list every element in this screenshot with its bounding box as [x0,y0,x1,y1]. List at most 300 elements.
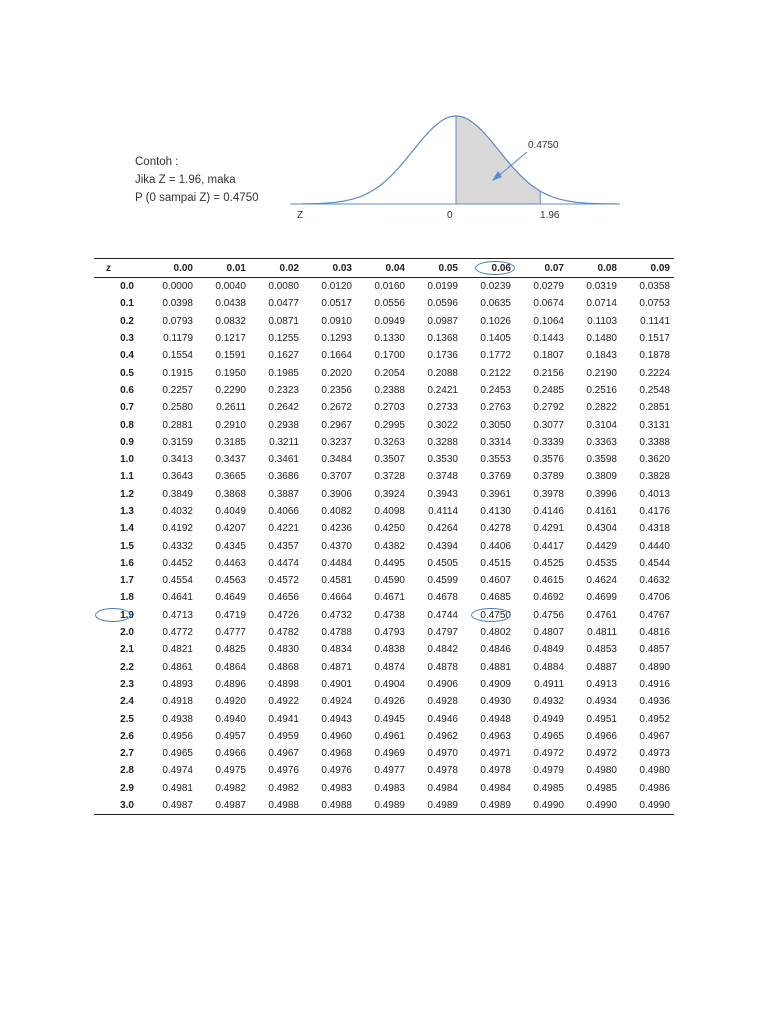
table-cell: 0.4976 [321,765,352,777]
table-row [94,486,674,503]
row-z-value: 1.1 [120,471,134,483]
table-cell: 0.3484 [321,454,352,466]
table-cell: 0.4732 [321,609,352,621]
table-cell: 0.4963 [480,730,511,742]
table-cell: 0.2910 [215,419,246,431]
table-row [94,762,674,779]
table-cell: 0.4664 [321,592,352,604]
table-cell: 0.3809 [586,471,617,483]
table-row [94,745,674,762]
table-cell: 0.4965 [162,748,193,760]
table-cell: 0.4599 [427,575,458,587]
row-z-value: 1.2 [120,488,134,500]
table-cell: 0.3185 [215,436,246,448]
table-cell: 0.4957 [215,730,246,742]
table-cell: 0.1330 [374,333,405,345]
table-cell: 0.1915 [162,367,193,379]
table-cell: 0.4967 [268,748,299,760]
table-cell: 0.2642 [268,402,299,414]
table-cell: 0.0596 [427,298,458,310]
table-cell: 0.4959 [268,730,299,742]
table-cell: 0.4918 [162,696,193,708]
table-cell: 0.4961 [374,730,405,742]
table-cell: 0.2792 [533,402,564,414]
table-cell: 0.4474 [268,557,299,569]
row-z-value: 0.7 [120,402,134,414]
table-cell: 0.3961 [480,488,511,500]
table-cell: 0.3943 [427,488,458,500]
table-row [94,589,674,606]
table-cell: 0.4706 [639,592,670,604]
table-cell: 0.4966 [215,748,246,760]
table-cell: 0.1700 [374,350,405,362]
table-cell: 0.4615 [533,575,564,587]
table-cell: 0.4332 [162,540,193,552]
table-cell: 0.4821 [162,644,193,656]
row-z-value: 1.9 [94,607,144,624]
table-cell: 0.4802 [480,627,511,639]
table-cell: 0.1217 [215,333,246,345]
table-cell: 0.4032 [162,506,193,517]
table-cell: 0.4976 [268,765,299,777]
table-cell: 0.3643 [162,471,193,483]
table-row [94,399,674,416]
table-cell: 0.4161 [586,506,617,517]
table-cell: 0.2190 [586,367,617,379]
table-cell: 0.4984 [427,782,458,794]
table-row [94,537,674,554]
table-cell: 0.2290 [215,384,246,396]
table-cell: 0.4887 [586,661,617,673]
table-cell: 0.4943 [321,713,352,725]
table-cell: 0.4924 [321,696,352,708]
table-row [94,728,674,745]
table-cell: 0.2224 [639,367,670,379]
table-cell: 0.4987 [144,797,197,815]
table-cell: 0.3665 [215,471,246,483]
table-cell: 0.3413 [162,454,193,466]
table-cell: 0.1554 [162,350,193,362]
table-cell: 0.0714 [586,298,617,310]
table-cell: 0.0556 [374,298,405,310]
row-z-value: 2.1 [120,644,134,656]
table-cell: 0.4505 [427,557,458,569]
table-row [94,295,674,312]
table-cell: 0.1985 [268,367,299,379]
table-cell: 0.4632 [639,575,670,587]
table-cell: 0.4417 [533,540,564,552]
table-cell: 0.2763 [480,402,511,414]
col-header-003: 0.03 [303,259,356,278]
table-cell: 0.4909 [480,678,511,690]
table-cell: 0.4968 [321,748,352,760]
table-cell: 0.1179 [163,333,193,345]
table-cell: 0.4207 [215,523,246,535]
table-cell: 0.4911 [534,678,564,690]
z-table-header [94,259,674,278]
table-cell: 0.0358 [639,281,670,293]
row-z-value: 1.7 [120,575,134,587]
table-cell: 0.4982 [268,782,299,794]
table-cell: 0.1480 [586,333,617,345]
row-z-value: 2.9 [120,782,134,794]
table-cell: 0.3868 [215,488,246,500]
row-z-value: 1.3 [120,506,134,517]
table-cell: 0.3728 [374,471,405,483]
table-cell: 0.2453 [480,384,511,396]
table-cell: 0.4624 [586,575,617,587]
table-cell: 0.0160 [374,281,405,293]
table-cell: 0.4989 [356,797,409,815]
table-cell: 0.4868 [268,661,299,673]
example-heading: Contoh : [135,156,179,168]
table-cell: 0.3553 [480,454,511,466]
table-cell: 0.4581 [321,575,352,587]
table-cell: 0.4981 [162,782,193,794]
table-cell: 0.4838 [374,644,405,656]
table-cell: 0.4236 [321,523,352,535]
table-cell: 0.4495 [374,557,405,569]
table-row [94,624,674,641]
row-z-value: 0.6 [120,384,134,396]
row-z-value: 2.2 [120,661,134,673]
table-cell: 0.4960 [321,730,352,742]
table-cell: 0.1664 [321,350,352,362]
table-cell: 0.4970 [427,748,458,760]
normal-curve-svg [290,108,630,224]
table-cell: 0.3924 [374,488,405,500]
table-cell: 0.3263 [374,436,405,448]
table-cell: 0.4250 [374,523,405,535]
table-cell: 0.4989 [409,797,462,815]
table-cell: 0.4744 [427,609,458,621]
row-z-value: 1.4 [120,523,134,535]
table-cell: 0.4719 [215,609,246,621]
row-z-value: 0.4 [120,350,134,362]
table-cell: 0.4082 [321,506,352,517]
col-header-000: 0.00 [144,259,197,278]
table-cell: 0.4278 [480,523,511,535]
row-z-value: 0.3 [120,333,134,345]
table-cell: 0.3707 [321,471,352,483]
table-cell: 0.4607 [480,575,511,587]
row-z-value: 0.9 [120,436,134,448]
table-row [94,641,674,658]
table-cell: 0.4884 [533,661,564,673]
table-row [94,607,674,624]
table-cell: 0.2967 [321,419,352,431]
table-cell: 0.4049 [215,506,246,517]
table-cell: 0.0910 [321,315,352,327]
table-row [94,382,674,399]
table-cell: 0.4878 [427,661,458,673]
table-cell: 0.1843 [586,350,617,362]
table-cell: 0.2356 [321,384,352,396]
table-cell: 0.4013 [639,488,670,500]
row-z-value: 3.0 [94,797,144,815]
table-cell: 0.4989 [462,797,515,815]
row-z-value: 0.5 [120,367,134,379]
table-cell: 0.0832 [215,315,246,327]
table-cell: 0.2257 [162,384,193,396]
table-cell: 0.2054 [374,367,405,379]
table-cell: 0.4987 [197,797,250,815]
table-cell: 0.4726 [268,609,299,621]
table-cell: 0.4980 [639,765,670,777]
normal-curve-figure [290,108,630,224]
table-cell: 0.3849 [162,488,193,500]
table-cell: 0.4857 [639,644,670,656]
row-z-value: 1.0 [120,454,134,466]
table-cell: 0.2323 [268,384,299,396]
table-cell: 0.2516 [586,384,617,396]
table-cell: 0.4463 [215,557,246,569]
table-cell: 0.3077 [533,419,564,431]
table-row [94,416,674,433]
table-cell: 0.2881 [162,419,193,431]
table-cell: 0.4941 [268,713,299,725]
table-cell: 0.4898 [268,678,299,690]
table-cell: 0.4974 [162,765,193,777]
axis-label-zero: 0 [447,210,453,221]
table-cell: 0.0398 [162,298,193,310]
table-cell: 0.4846 [480,644,511,656]
row-z-value: 2.8 [120,765,134,777]
table-cell: 0.4971 [480,748,511,760]
table-cell: 0.0239 [480,281,511,293]
table-cell: 0.4130 [480,506,511,517]
table-cell: 0.4881 [480,661,511,673]
table-cell: 0.4916 [639,678,670,690]
row-z-value: 2.3 [120,678,134,690]
table-row [94,676,674,693]
table-cell: 0.3686 [268,471,299,483]
table-row [94,347,674,364]
table-cell: 0.3620 [639,454,670,466]
row-z-value: 0.0 [120,281,134,293]
table-row [94,659,674,676]
axis-label-196: 1.96 [540,210,560,221]
table-cell: 0.4318 [639,523,670,535]
table-cell: 0.1141 [640,315,670,327]
table-cell: 0.3769 [480,471,511,483]
table-cell: 0.3314 [480,436,511,448]
table-cell: 0.4951 [586,713,617,725]
table-row [94,364,674,381]
table-cell: 0.4777 [215,627,246,639]
table-cell: 0.4699 [586,592,617,604]
table-cell: 0.4797 [427,627,458,639]
table-cell: 0.4713 [162,609,193,621]
table-row [94,710,674,727]
table-cell: 0.4965 [533,730,564,742]
table-cell: 0.4544 [639,557,670,569]
table-cell: 0.4656 [268,592,299,604]
example-condition: Jika Z = 1.96, maka [135,174,236,186]
table-cell: 0.4849 [533,644,564,656]
table-cell: 0.4853 [586,644,617,656]
table-cell: 0.3789 [533,471,564,483]
table-cell: 0.3211 [269,436,299,448]
table-cell: 0.4452 [162,557,193,569]
table-cell: 0.1293 [321,333,352,345]
table-cell: 0.4988 [303,797,356,815]
table-cell: 0.4901 [321,678,352,690]
table-cell: 0.4967 [639,730,670,742]
table-cell: 0.3576 [533,454,564,466]
table-cell: 0.4952 [639,713,670,725]
table-cell: 0.1878 [639,350,670,362]
table-cell: 0.4922 [268,696,299,708]
table-cell: 0.1368 [427,333,458,345]
table-cell: 0.4738 [374,609,405,621]
table-cell: 0.4176 [639,506,670,517]
table-cell: 0.4890 [639,661,670,673]
table-cell: 0.4685 [480,592,511,604]
table-cell: 0.2822 [586,402,617,414]
table-cell: 0.4370 [321,540,352,552]
table-cell: 0.4793 [374,627,405,639]
table-cell: 0.4985 [586,782,617,794]
table-cell: 0.2938 [268,419,299,431]
table-cell: 0.1405 [480,333,511,345]
table-cell: 0.3748 [427,471,458,483]
row-z-value: 2.7 [120,748,134,760]
table-cell: 0.4825 [215,644,246,656]
table-cell: 0.4345 [215,540,246,552]
table-cell: 0.0793 [162,315,193,327]
table-cell: 0.4906 [427,678,458,690]
table-cell: 0.4535 [586,557,617,569]
table-row [94,780,674,797]
table-cell: 0.4949 [533,713,564,725]
table-cell: 0.4983 [321,782,352,794]
table-cell: 0.4440 [639,540,670,552]
table-cell: 0.4945 [374,713,405,725]
table-cell: 0.4782 [268,627,299,639]
row-z-value: 2.5 [120,713,134,725]
table-cell: 0.4972 [586,748,617,760]
table-cell: 0.4896 [215,678,246,690]
row-z-value: 1.5 [120,540,134,552]
table-cell: 0.0871 [268,315,299,327]
table-cell: 0.4772 [162,627,193,639]
table-cell: 0.4893 [162,678,193,690]
table-cell: 0.4382 [374,540,405,552]
table-row [94,520,674,537]
table-cell: 0.4515 [480,557,511,569]
table-row [94,278,674,296]
table-cell: 0.4983 [374,782,405,794]
table-cell: 0.3828 [639,471,670,483]
z-column-header: z [94,259,144,278]
table-cell: 0.3159 [162,436,193,448]
table-cell: 0.2548 [639,384,670,396]
table-cell: 0.2421 [427,384,458,396]
table-cell: 0.1591 [215,350,246,362]
table-cell: 0.0517 [321,298,352,310]
table-cell: 0.3996 [586,488,617,500]
table-cell: 0.4982 [215,782,246,794]
table-cell: 0.4975 [215,765,246,777]
table-cell: 0.4572 [268,575,299,587]
table-cell: 0.2485 [533,384,564,396]
table-row [94,572,674,589]
table-cell: 0.4871 [321,661,352,673]
table-cell: 0.2672 [321,402,352,414]
table-cell: 0.4429 [586,540,617,552]
col-header-005: 0.05 [409,259,462,278]
col-header-002: 0.02 [250,259,303,278]
example-result: P (0 sampai Z) = 0.4750 [135,192,259,204]
table-cell: 0.4767 [639,609,670,621]
table-cell: 0.4756 [533,609,564,621]
table-cell: 0.4590 [374,575,405,587]
table-cell: 0.1517 [639,333,670,345]
table-cell: 0.2020 [321,367,352,379]
row-z-value: 1.8 [120,592,134,604]
table-cell: 0.2995 [374,419,405,431]
table-cell: 0.4990 [515,797,568,815]
table-row [94,555,674,572]
table-cell: 0.4406 [480,540,511,552]
table-cell: 0.4969 [374,748,405,760]
table-cell: 0.4864 [215,661,246,673]
col-header-006: 0.06 [462,259,515,278]
table-cell: 0.4816 [639,627,670,639]
table-cell: 0.4788 [321,627,352,639]
table-cell: 0.0000 [162,281,193,293]
table-row [94,330,674,347]
table-cell: 0.4750 [462,607,515,624]
table-cell: 0.0477 [268,298,299,310]
table-cell: 0.4973 [639,748,670,760]
table-cell: 0.4692 [533,592,564,604]
table-cell: 0.3388 [639,436,670,448]
table-cell: 0.4641 [162,592,193,604]
table-cell: 0.4972 [533,748,564,760]
table-cell: 0.4938 [162,713,193,725]
table-cell: 0.4066 [268,506,299,517]
table-cell: 0.4920 [215,696,246,708]
table-cell: 0.4962 [427,730,458,742]
table-cell: 0.2580 [162,402,193,414]
table-row [94,434,674,451]
table-cell: 0.4146 [533,506,564,517]
table-row [94,451,674,468]
table-cell: 0.4649 [215,592,246,604]
example-note [135,153,258,207]
table-cell: 0.4930 [480,696,511,708]
col-header-001: 0.01 [197,259,250,278]
table-row [94,797,674,815]
row-z-value: 0.8 [120,419,134,431]
table-cell: 0.4977 [374,765,405,777]
table-cell: 0.3339 [533,436,564,448]
table-cell: 0.0753 [639,298,670,310]
row-z-value: 2.6 [120,730,134,742]
table-cell: 0.4990 [568,797,621,815]
table-cell: 0.3978 [533,488,564,500]
table-cell: 0.4980 [586,765,617,777]
table-row [94,313,674,330]
table-cell: 0.4394 [427,540,458,552]
table-cell: 0.4678 [427,592,458,604]
table-cell: 0.1255 [268,333,299,345]
table-cell: 0.2733 [427,402,458,414]
table-cell: 0.4554 [162,575,193,587]
table-cell: 0.3050 [480,419,511,431]
